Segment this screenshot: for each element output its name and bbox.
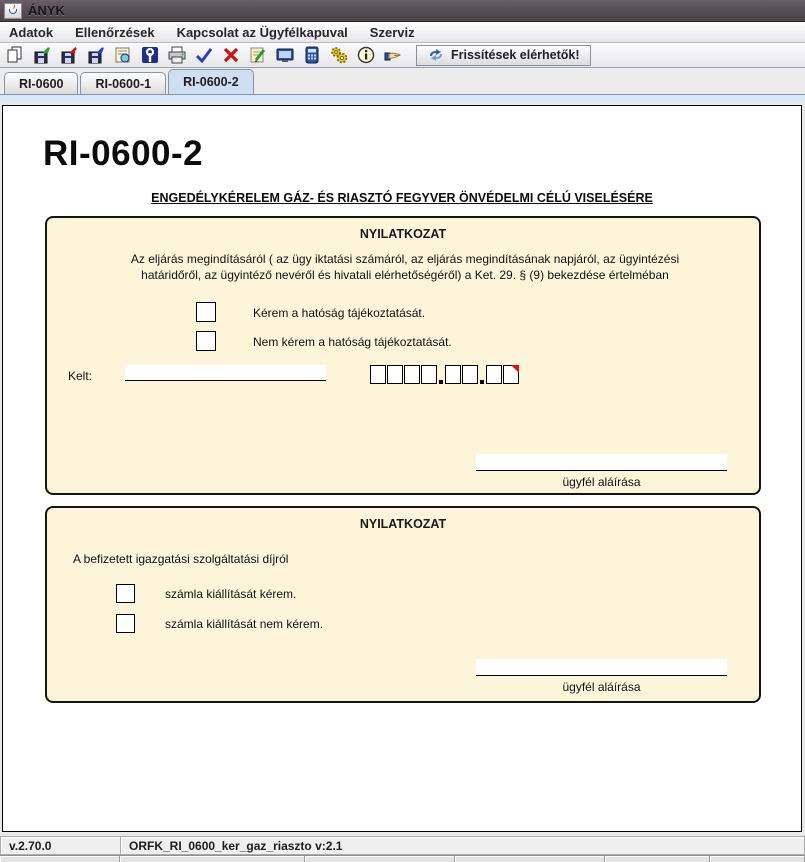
info-button[interactable] <box>354 44 378 66</box>
menu-ellenorzesek[interactable]: Ellenőrzések <box>75 24 155 40</box>
checkbox-nem-kerem-tajekoztatast-label: Nem kérem a hatóság tájékoztatását. <box>253 335 452 349</box>
save-delete-button[interactable] <box>57 44 81 66</box>
title-bar <box>0 0 805 22</box>
status-cell-segment <box>305 856 455 862</box>
menu-adatok[interactable]: Adatok <box>9 24 54 40</box>
settings-gears-icon <box>329 45 349 65</box>
print-button[interactable] <box>165 44 189 66</box>
notes-edit-icon <box>248 45 268 65</box>
date-year-digit-1[interactable] <box>370 365 386 384</box>
menu-bar <box>0 22 805 43</box>
status-cell-segment <box>605 856 710 862</box>
form-page <box>2 105 802 832</box>
toolbar <box>0 43 805 68</box>
panel2-title: NYILATKOZAT <box>359 517 447 531</box>
updates-available-label: Frissítések elérhetők! <box>451 48 580 62</box>
save-export-icon <box>86 45 106 65</box>
tab-ri-0600-2[interactable] <box>168 69 254 94</box>
refresh-sync-icon <box>427 48 445 62</box>
tab-label: RI-0600-1 <box>95 76 152 91</box>
date-year-digit-4[interactable] <box>421 365 437 384</box>
check-run-button[interactable] <box>192 44 216 66</box>
copy-button[interactable] <box>3 44 27 66</box>
checkbox-nem-kerem-tajekoztatast[interactable] <box>196 331 216 351</box>
java-cup-icon <box>8 5 18 16</box>
hand-pointer-button[interactable] <box>381 44 405 66</box>
tools-button[interactable] <box>138 44 162 66</box>
window-system-menu-button[interactable] <box>4 3 22 19</box>
delete-button[interactable] <box>219 44 243 66</box>
panel2-body-text: A befizetett igazgatási szolgáltatási díjról <box>73 552 289 566</box>
menu-szerviz[interactable]: Szerviz <box>369 24 415 40</box>
save-import-button[interactable] <box>30 44 54 66</box>
kelt-date-input <box>370 365 520 384</box>
notes-button[interactable] <box>246 44 270 66</box>
panel2-signature-field[interactable] <box>476 659 727 676</box>
save-export-button[interactable] <box>84 44 108 66</box>
checkbox-kerem-tajekoztatast-label: Kérem a hatóság tájékoztatását. <box>253 306 426 320</box>
window-title: ÁNYK <box>28 3 65 18</box>
status-cell-segment <box>455 856 605 862</box>
display-icon <box>275 45 295 65</box>
form-edit-icon <box>113 45 133 65</box>
checkbox-szamla-kerem[interactable] <box>116 584 135 603</box>
save-delete-icon <box>59 45 79 65</box>
status-bar-row2 <box>0 855 805 862</box>
hand-pointer-icon <box>383 45 403 65</box>
panel1-title: NYILATKOZAT <box>359 227 447 241</box>
tab-label: RI-0600 <box>19 76 64 91</box>
checkbox-szamla-nem-kerem-label: számla kiállítását nem kérem. <box>165 617 324 631</box>
date-day-digit-2-required[interactable] <box>503 365 519 384</box>
settings-button[interactable] <box>327 44 351 66</box>
tools-icon <box>140 45 160 65</box>
status-cell-segment <box>0 856 120 862</box>
delete-x-icon <box>221 45 241 65</box>
panel1-body-text: Az eljárás megindításáról ( az ügy iktatási számáról, az eljárás megindításának napjáról, az ügyintézési határidőről, az ügyintéző nevéről és hivatali elérhetőségéről) a Ket. 29. § (9) bekezdése értelméban <box>130 252 680 282</box>
checkbox-szamla-nem-kerem[interactable] <box>116 614 135 633</box>
form-subtitle: ENGEDÉLYKÉRELEM GÁZ- ÉS RIASZTÓ FEGYVER ÖNVÉDELMI CÉLÚ VISELÉSÉRE <box>151 191 653 205</box>
panel1-signature-field[interactable] <box>476 454 727 471</box>
tab-ri-0600[interactable] <box>4 72 78 94</box>
date-day-digit-1[interactable] <box>486 365 502 384</box>
nyilatkozat-panel-1 <box>45 216 761 495</box>
tab-label: RI-0600-2 <box>183 75 239 89</box>
app-version-cell: v.2.70.0 <box>0 836 120 855</box>
calculator-icon <box>302 45 322 65</box>
date-separator-dot <box>480 380 484 384</box>
nyilatkozat-panel-2 <box>45 506 761 703</box>
save-import-icon <box>32 45 52 65</box>
checkbox-szamla-kerem-label: számla kiállítását kérem. <box>165 587 297 601</box>
tab-ri-0600-1[interactable] <box>80 72 166 94</box>
template-name-cell: ORFK_RI_0600_ker_gaz_riaszto v:2.1 <box>120 836 805 855</box>
date-separator-dot <box>439 380 443 384</box>
display-button[interactable] <box>273 44 297 66</box>
print-icon <box>167 45 187 65</box>
status-cell-segment <box>710 856 805 862</box>
kelt-label: Kelt: <box>68 369 93 383</box>
panel2-signature-caption: ügyfél aláírása <box>562 680 641 694</box>
date-month-digit-2[interactable] <box>462 365 478 384</box>
copy-icon <box>5 45 25 65</box>
form-tab-bar <box>0 68 805 94</box>
panel1-signature-caption: ügyfél aláírása <box>562 475 641 489</box>
check-icon <box>194 45 214 65</box>
status-bar <box>0 836 805 855</box>
date-year-digit-3[interactable] <box>404 365 420 384</box>
form-edit-button[interactable] <box>111 44 135 66</box>
menu-kapcsolat-ugyfelkapuval[interactable]: Kapcsolat az Ügyfélkapuval <box>176 24 348 40</box>
form-heading: RI-0600-2 <box>43 134 204 173</box>
checkbox-kerem-tajekoztatast[interactable] <box>196 302 216 322</box>
date-year-digit-2[interactable] <box>387 365 403 384</box>
calculator-button[interactable] <box>300 44 324 66</box>
updates-available-button[interactable] <box>416 45 591 66</box>
info-icon <box>356 45 376 65</box>
tab-content-edge <box>0 94 805 102</box>
kelt-place-input[interactable] <box>125 365 326 381</box>
status-cell-segment <box>120 856 305 862</box>
date-month-digit-1[interactable] <box>445 365 461 384</box>
